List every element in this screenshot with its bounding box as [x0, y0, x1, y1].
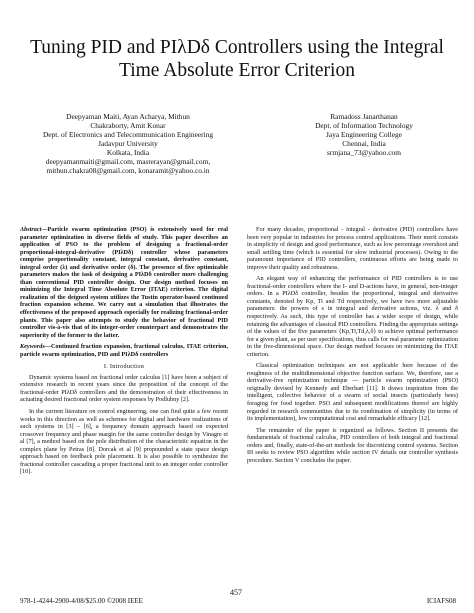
author-college: Jaya Engineering College	[326, 130, 402, 139]
footer-conference: ICIAFS08	[426, 597, 456, 605]
author-univ: Jadavpur University	[98, 139, 158, 148]
paper-title	[0, 36, 474, 82]
footer-copyright: 978-1-4244-2900-4/08/$25.00 ©2008 IEEE	[20, 597, 143, 605]
author-block-left	[10, 112, 246, 175]
intro-paragraph-1: Dynamic systems based on fractional order calculus [1] have been a subject of extensive research in recent years since the proposition of the concept of the fractional-order PIλDδ controllers and the demonstration of their effectiveness in actuating desired fractional order system responses by Podlubny [2].	[20, 373, 228, 404]
section-heading-introduction: I. Introduction	[103, 363, 145, 371]
right-paragraph-4: The remainder of the paper is organized as follows. Section II presents the fundamentals of fractional calculus, PID controllers of both integral and fractional orders and, finally, state-of-the-art methods for discretizing control systems. Section III seeks to review PSO algorithm while section IV details our controller synthesis procedure. Section V concludes the paper.	[247, 426, 458, 464]
author-block-right	[264, 112, 464, 157]
keywords-label: Keywords	[20, 343, 45, 351]
right-paragraph-2: An elegant way of enhancing the performance of PID controllers is to use fractional-order controllers where the I- and D-actions have, in general, non-integer orders. In a PIλDδ controller, besides the proportional, integral and derivative constants, denoted by Kp, Ti and Td respectively, we have two more adjustable parameters: the powers of s in integral and derivative actions, viz. λ and δ respectively. As such, this type of controller has a wider scope of design, while retaining the advantages of classical PID controllers. Finding the appropriate settings of the values of the five parameters {Kp,Ti,Td,λ,δ} to achieve optimal performance for a given plant, as per user specifications, thus calls for real parameter optimization in the five-dimensional space. Our design method focuses on minimizing the ITAE criterion.	[247, 275, 458, 358]
author-city: Kolkata, India	[106, 148, 150, 157]
author-names-cont: Chakraborty, Amit Konar	[90, 121, 166, 130]
abstract-text: —Particle swarm optimization (PSO) is extensively used for real parameter optimization in diverse fields of study. This paper describes an application of PSO to the problem of designing a fractional-order proportional-integral-derivative (PIλDδ) controller whose parameters comprise proportionality constant, integral constant, derivative constant, integral order (λ) and derivative order (δ). The presence of five optimizable parameters makes the task of designing a PIλDδ controller more challenging than conventional PID controller design. Our design method focuses on minimizing the Integral Time Absolute Error (ITAE) criterion. The digital realization of the deigned system utilizes the Tustin operator-based continued fraction expansion scheme. We carry out a simulation that illustrates the effectiveness of the proposed approach especially for realizing fractional-order plants. This paper also attempts to study the behavior of fractional PID controller vis-à-vis that of its integer-order counterpart and demonstrates the superiority of the former to the latter.	[20, 226, 228, 339]
left-column	[20, 226, 228, 480]
author-email: srmjana_73@yahoo.com	[327, 148, 401, 157]
author-dept: Dept. of Information Technology	[315, 121, 413, 130]
author-dept: Dept. of Electronics and Telecommunication Engineering	[42, 130, 214, 139]
keywords	[20, 343, 228, 358]
right-column	[247, 226, 458, 468]
title-line-1: Tuning PID and PIλDδ Controllers using the Integral	[30, 37, 444, 58]
title-line-2: Time Absolute Error Criterion	[119, 60, 355, 81]
author-name: Ramadoss Janarthanan	[330, 112, 398, 121]
keywords-text: —Continued fraction expansion, fractional calculus, ITAE criterion, particle swarm optimization, PID and PIλDδ controllers	[20, 343, 228, 358]
abstract	[20, 226, 228, 339]
right-paragraph-3: Classical optimization techniques are not applicable here because of the roughness of the multidimensional objective function surface. We, therefore, use a derivative-free optimization technique — particle swarm optimization (PSO) originally devised by Kennedy and Eberhart [11]. It draws inspiration from the intelligent, collective behavior of a swarm of social insects (particularly bees) foraging for food together. PSO and subsequent modifications thereof are highly regarded in research communities due to its combination of simplicity (in terms of its implementation), low computational cost and remarkable efficacy [12].	[247, 362, 458, 423]
intro-paragraph-2: In the current literature on control engineering, one can find quite a few recent works in this direction as well as schemes for digital and hardware realizations of such systems in [3] – [6], a frequency domain approach based on expected crossover frequency and phase margin for the same controller design by Vinagre et al [7], a method based on the pole distribution of the characteristic equation in the complex plane by Petras [8]. Dorcak et al [9] propounded a state space design approach based on feedback pole placement. It is also possible to synthesize the fractional controller cascading a proper fractional unit to an integer order controller [10].	[20, 408, 228, 476]
right-paragraph-1: For many decades, proportional - integral - derivative (PID) controllers have been very popular in industries for process control applications. Their merit consists in simplicity of design and good performance, such as low percentage overshoot and small settling time (which is essential for slow industrial processes). Owing to the paramount importance of PID controllers, continuous efforts are being made to improve their quality and robustness.	[247, 226, 458, 271]
author-names: Deepyaman Maiti, Ayan Acharya, Mithun	[66, 112, 190, 121]
author-email-cont: mithun.chakra08@gmail.com, konaramit@yahoo.co.in	[46, 166, 210, 175]
author-city: Chennai, India	[342, 139, 386, 148]
author-email: deepyamanmaiti@gmail.com, masterayan@gmail.com,	[45, 157, 211, 166]
page-number: 457	[230, 588, 242, 597]
abstract-label: Abstract	[20, 226, 42, 233]
